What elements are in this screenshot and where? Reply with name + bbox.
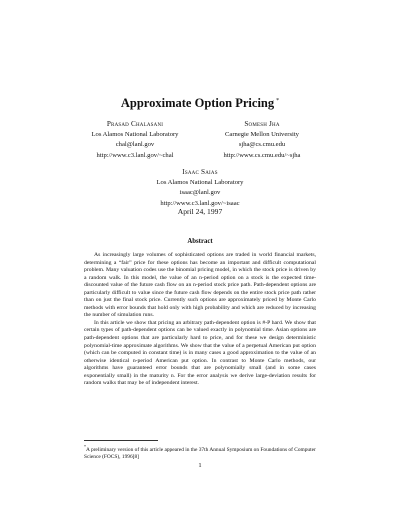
author-block-jha (197, 119, 327, 161)
author-url[interactable]: http://www.c3.lanl.gov/~isaac (160, 199, 240, 207)
title-footnote-mark: * (276, 97, 280, 104)
title-text: Approximate Option Pricing (120, 96, 275, 110)
abstract-heading: Abstract (187, 238, 213, 245)
author-url[interactable]: http://www.cs.cmu.edu/~sjha (223, 151, 301, 159)
author-email[interactable]: isaac@lanl.gov (179, 189, 221, 197)
author-affiliation: Carnegie Mellon University (225, 130, 299, 138)
footnote-mark: * (84, 444, 86, 449)
author-block-saias (130, 167, 270, 209)
author-name: Isaac Saias (182, 168, 218, 176)
author-name: Prasad Chalasani (106, 120, 164, 128)
author-affiliation: Los Alamos National Laboratory (156, 178, 244, 186)
paper-date: April 24, 1997 (177, 207, 223, 216)
footnote-rule (84, 440, 158, 441)
author-affiliation: Los Alamos National Laboratory (91, 130, 179, 138)
paper-title (0, 96, 400, 111)
author-url[interactable]: http://www.c3.lanl.gov/~chal (96, 151, 174, 159)
footnote-text: A preliminary version of this article appeared in the 37th Annual Symposium on Foundations of Computer Science (FOCS), 1996[8] (84, 446, 316, 460)
author-block-chalasani (70, 119, 200, 161)
footnote (84, 443, 316, 461)
author-name: Somesh Jha (244, 120, 280, 128)
author-email[interactable]: sjha@cs.cmu.edu (238, 141, 286, 149)
abstract-paragraph: As increasingly large volumes of sophisticated options are traded in world financial markets, determining a “fair” price for these options has become an important and difficult computational problem. Many valuation codes use the binomial pricing model, in which the stock price is driven by a random walk. In this model, the value of an n-period option on a stock is the expected time-discounted value of the future cash flow on an n-period stock price path. Path-dependent options are particularly difficult to value since the future cash flow depends on the entire stock price path rather than on just the final stock price. Currently such options are approximately priced by Monte Carlo methods with error bounds that hold only with high probability and which are reduced by increasing the number of simulation runs. (84, 252, 316, 319)
abstract-paragraph: In this article we show that pricing an arbitrary path-dependent option is #-P hard. We show that certain types of path-dependent options can be valued exactly in polynomial time. Asian options are path-dependent options that are particularly hard to price, and for these we design deterministic polynomial-time approximate algorithms. We show that the value of a perpetual American put option (which can be computed in constant time) is in many cases a good approximation to the value of an otherwise identical n-period American put option. In contrast to Monte Carlo methods, our algorithms have guaranteed error bounds that are polynomially small (and in some cases exponentially small) in the maturity n. For the error analysis we derive large-deviation results for random walks that may be of independent interest. (84, 319, 316, 387)
author-email[interactable]: chal@lanl.gov (115, 141, 155, 149)
abstract-body (84, 252, 316, 388)
page-number: 1 (198, 462, 202, 469)
